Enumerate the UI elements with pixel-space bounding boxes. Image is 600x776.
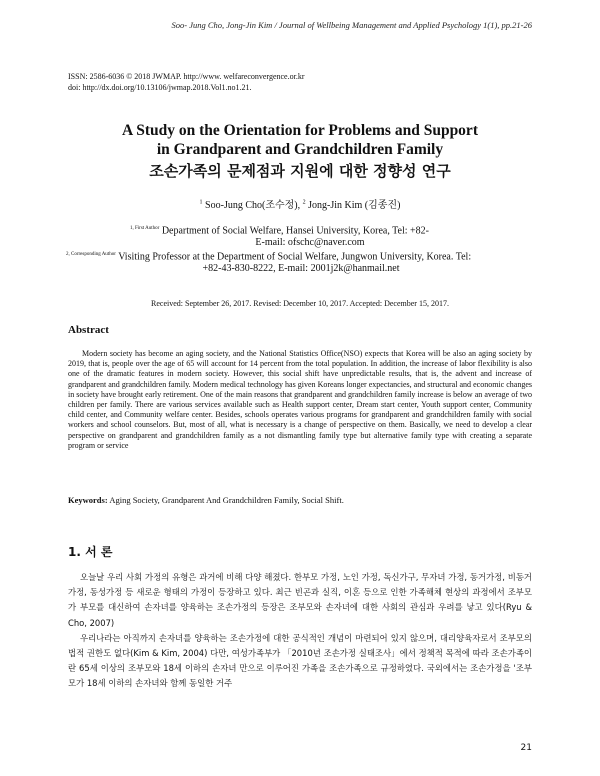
title-korean: 조손가족의 문제점과 지원에 대한 정향성 연구 — [149, 162, 451, 180]
section-heading-introduction: 1. 서 론 — [68, 545, 113, 559]
affiliation-first-author — [130, 223, 490, 249]
page-number: 21 — [520, 743, 532, 753]
abstract-body: Modern society has become an aging society, and the National Statistics Office(NSO) expects that Korea will be also an aging society by 2019, that is, people over the age of 65 will account for 14 percent from the total population. In addition, the increase of labor flexibility is also one of the dramatic features in modern society. However, this social shift have unpredictable results, that is, the advent and increase of grandparent and grandchildren family. Modern medical technology has given Koreans longer expectancies, and structural and economic changes in society have brought early retirement. One of the main reasons that grandparent and grandchildren family increase is below an average of two children per family. There are various services available such as Health support center, Dream start center, Youth support center, Community child center, and Community welfare center. Besides, schools operates various programs for grandparent and grandchildren family with social workers and school counselors. But, most of all, what is necessary is a change of perspective on them. Basically, we need to develop a clear perspective on grandparent and grandchildren family as a not dismantling family type but alternative family type with creating a separate program or service — [68, 349, 532, 450]
running-header: Soo- Jung Cho, Jong-Jin Kim / Journal of Wellbeing Management and Applied Psychology 1(1), pp.21-26 — [171, 20, 532, 30]
author-1-superscript: 1 — [199, 199, 203, 206]
affiliation-second-label: 2, Corresponding Author — [66, 252, 116, 257]
introduction-paragraph-2: 우리나라는 아직까지 손자녀를 양육하는 조손가정에 대한 공식적인 개념이 마련되어 있지 않으며, 대리양육자로서 조부모의 법적 권한도 없다(Kim & Kim, 2004) 다만, 여성가족부가 「2010년 조손가정 실태조사」에서 정책적 목적에 따라 조손가족이란 65세 이상의 조부모와 18세 이하의 손자녀 만으로 이루어진 가족을 조손가족으로 규정하였다. 국외에서는 조손가정을 '조부모가 18세 이하의 손자녀와 함께 동일한 거주 — [68, 632, 532, 689]
author-2: Jong-Jin Kim (김종진) — [308, 200, 401, 211]
doi-line: doi: http://dx.doi.org/10.13106/jwmap.2018.Vol1.no1.21. — [68, 83, 252, 92]
issn-line: ISSN: 2586-6036 © 2018 JWMAP. http://www. welfareconvergence.or.kr — [68, 72, 305, 81]
title-english-line-1: A Study on the Orientation for Problems and Support — [122, 122, 478, 139]
affiliation-corresponding-author — [66, 249, 536, 275]
introduction-paragraph-1: 오늘날 우리 사회 가정의 유형은 과거에 비해 다양 해졌다. 한부모 가정, 노인 가정, 독신가구, 무자녀 가정, 동거가정, 비동거가정, 동성가정 등 새로운 형태의 가정이 등장하고 있다. 최근 빈곤과 실직, 이혼 등으로 인한 가족해체 현상의 과정에서 조부모가 부모를 대신하여 손자녀를 양육하는 조손가정의 등장은 조부모와 손자녀에 대한 사회의 관심과 우려를 낳고 있다(Ryu & Cho, 2007) — [68, 572, 532, 628]
abstract-heading: Abstract — [68, 324, 109, 336]
affiliation-first-email: E-mail: ofschc@naver.com — [255, 237, 365, 249]
author-2-superscript: 2 — [302, 199, 306, 206]
author-line — [0, 196, 600, 211]
title-english — [0, 121, 600, 159]
keywords-label: Keywords: — [68, 495, 108, 505]
title-english-line-2: in Grandparent and Grandchildren Family — [156, 141, 444, 158]
publication-meta — [68, 71, 305, 93]
keywords-text: Aging Society, Grandparent And Grandchildren Family, Social Shift. — [107, 495, 344, 505]
affiliation-first-label: 1, First Author — [130, 226, 160, 231]
author-1: Soo-Jung Cho(조수정), — [205, 200, 301, 211]
introduction-body — [68, 570, 532, 692]
affiliation-second-text: Visiting Professor at the Department of Social Welfare, Jungwon University, Korea. Tel: — [118, 251, 472, 263]
affiliation-second-email: +82-43-830-8222, E-mail: 2001j2k@hanmail.net — [202, 263, 400, 275]
affiliation-first-text: Department of Social Welfare, Hansei University, Korea, Tel: +82- — [161, 225, 430, 237]
keywords — [68, 495, 532, 505]
received-dates: Received: September 26, 2017. Revised: December 10, 2017. Accepted: December 15, 2017. — [151, 299, 449, 308]
